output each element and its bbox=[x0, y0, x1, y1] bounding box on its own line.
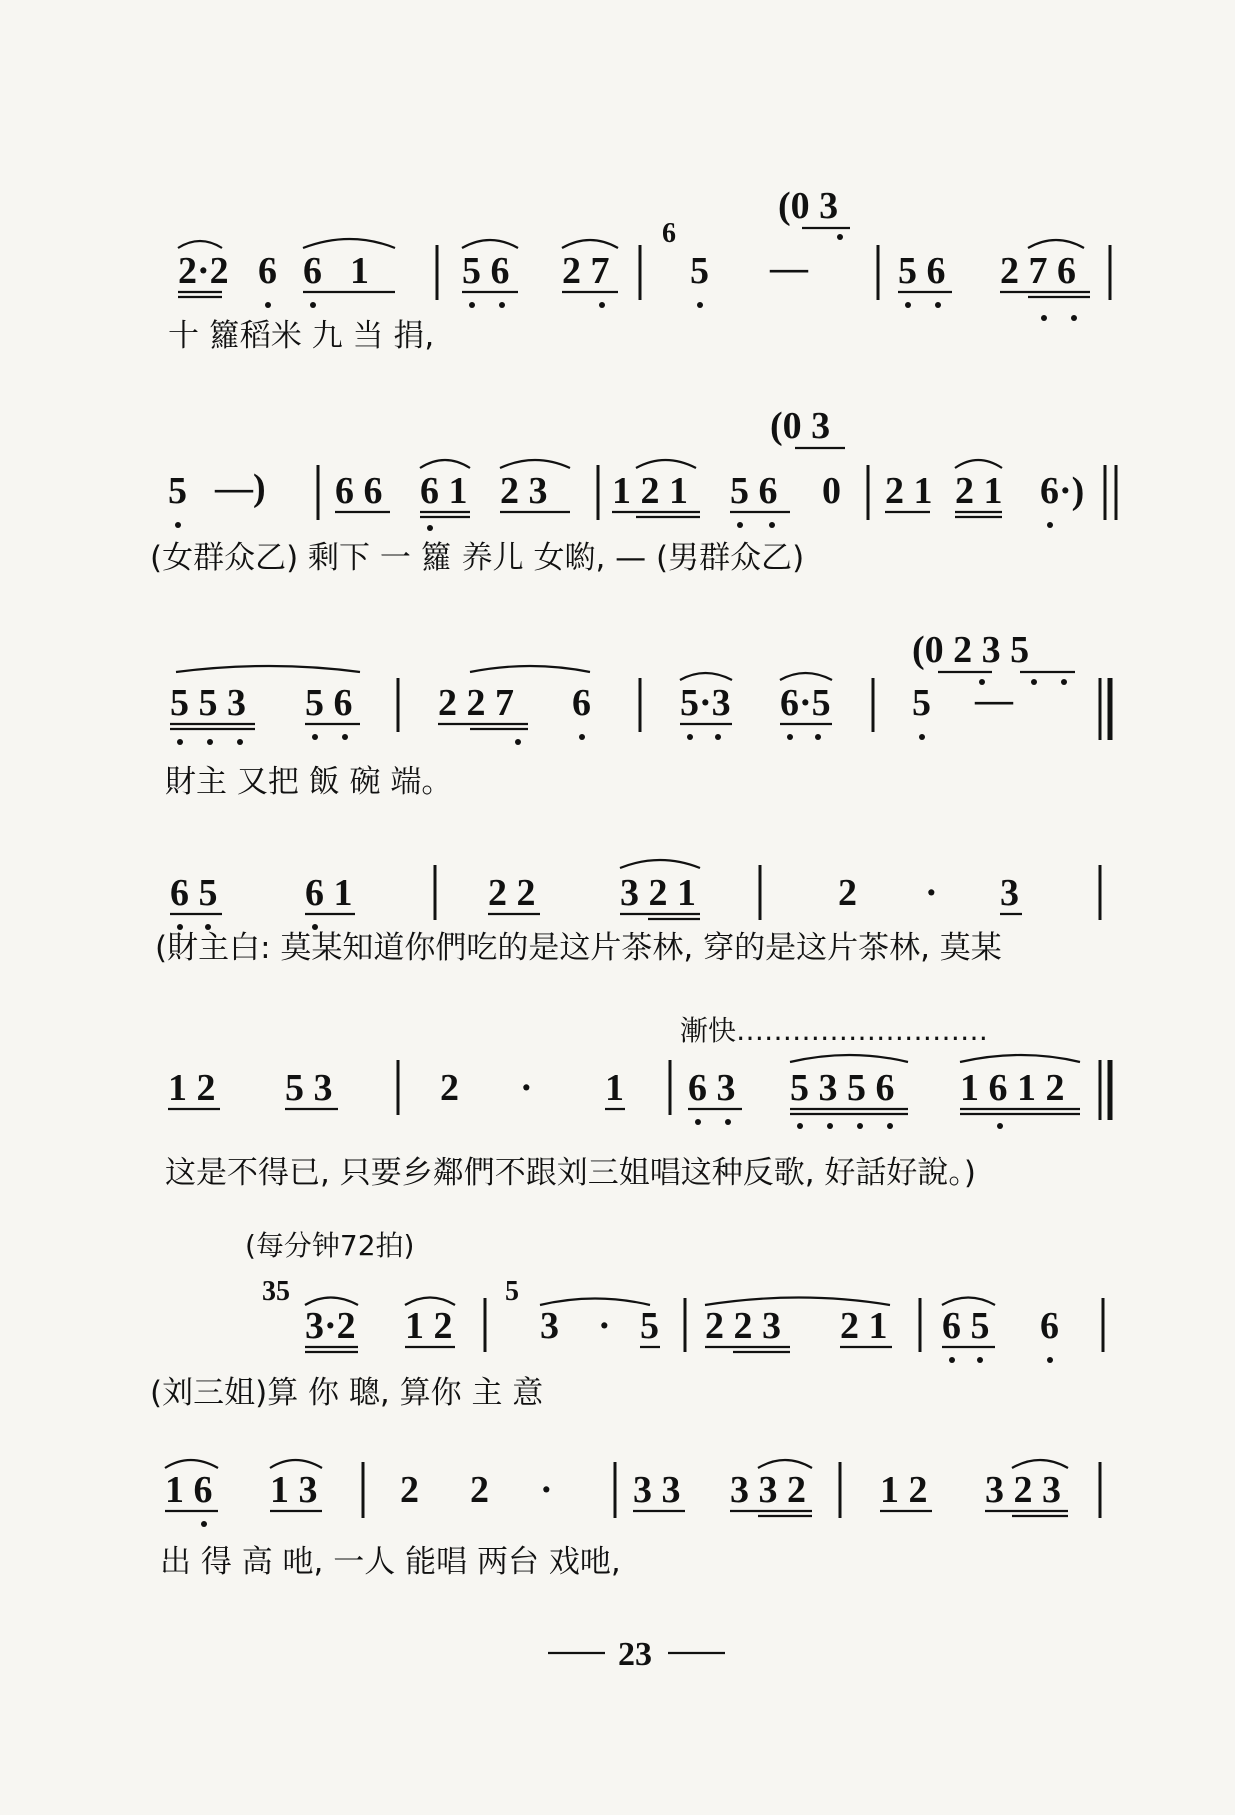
note-group: 6 6 bbox=[335, 470, 383, 512]
slur bbox=[178, 241, 222, 248]
octave-dot bbox=[797, 1123, 803, 1129]
lyric-line: 这是不得已, 只要乡鄰們不跟刘三姐唱这种反歌, 好話好說。) bbox=[165, 1155, 977, 1191]
slur bbox=[955, 460, 1002, 468]
note: 2 bbox=[838, 872, 857, 914]
octave-dot bbox=[697, 302, 703, 308]
system-3 bbox=[165, 629, 1110, 800]
note-group: 2 2 bbox=[488, 872, 536, 914]
note-group: 1 2 bbox=[168, 1067, 216, 1109]
slur bbox=[462, 240, 518, 248]
octave-dot bbox=[919, 734, 925, 740]
octave-dot bbox=[905, 302, 911, 308]
note-group: 2 1 bbox=[885, 470, 933, 512]
note: 5 bbox=[690, 250, 709, 292]
lyric-line: 十 籮稻米 九 当 捐, bbox=[168, 318, 435, 354]
slur bbox=[305, 1298, 358, 1306]
octave-dot bbox=[1047, 522, 1053, 528]
octave-dot bbox=[935, 302, 941, 308]
slur bbox=[780, 673, 832, 680]
dot: · bbox=[520, 1067, 533, 1109]
note-group: 2·2 bbox=[178, 250, 229, 292]
tie bbox=[470, 666, 590, 672]
octave-dot bbox=[237, 739, 243, 745]
note-group: 3 3 2 bbox=[730, 1469, 806, 1511]
dot: · bbox=[540, 1469, 553, 1511]
note-group: 3 3 bbox=[633, 1469, 681, 1511]
note-group: 2 1 bbox=[840, 1305, 888, 1347]
note: 5 bbox=[640, 1305, 659, 1347]
rest: 0 bbox=[822, 470, 841, 512]
octave-dot bbox=[499, 302, 505, 308]
octave-dot bbox=[599, 302, 605, 308]
octave-dot bbox=[427, 525, 433, 531]
note-group: 6 1 bbox=[305, 872, 353, 914]
note-group: 5 3 5 6 bbox=[790, 1067, 895, 1109]
tie bbox=[176, 666, 360, 672]
slur bbox=[680, 673, 732, 680]
note-group: 1 2 1 bbox=[612, 470, 688, 512]
intro-notes: (0 2 3 5 bbox=[912, 629, 1030, 671]
octave-dot bbox=[1031, 679, 1037, 685]
tie bbox=[705, 1298, 890, 1306]
system-1 bbox=[168, 185, 1110, 354]
octave-dot bbox=[977, 1357, 983, 1363]
octave-dot bbox=[949, 1357, 955, 1363]
slur bbox=[303, 239, 395, 248]
octave-dot bbox=[310, 302, 316, 308]
lyric-line: (女群众乙) 剩下 一 籮 养儿 女喲, — (男群众乙) bbox=[150, 540, 805, 576]
slur bbox=[620, 860, 700, 868]
octave-dot bbox=[1041, 315, 1047, 321]
system-6 bbox=[150, 1229, 1103, 1411]
slur bbox=[1012, 1460, 1068, 1468]
slur bbox=[636, 460, 696, 468]
slur bbox=[500, 460, 570, 468]
octave-dot bbox=[342, 734, 348, 740]
note-group: 5 6 bbox=[305, 682, 353, 724]
octave-dot bbox=[312, 734, 318, 740]
grace-note: 5 bbox=[505, 1276, 519, 1307]
note-group: 6 3 bbox=[688, 1067, 736, 1109]
note-group: 1 3 bbox=[270, 1469, 318, 1511]
dash: — bbox=[770, 247, 808, 289]
system-5 bbox=[165, 1014, 1110, 1191]
note-group: 1 2 bbox=[405, 1305, 453, 1347]
octave-dot bbox=[177, 739, 183, 745]
dot: · bbox=[925, 872, 938, 914]
slur bbox=[790, 1055, 908, 1062]
note-group: 3 2 3 bbox=[985, 1469, 1061, 1511]
note-group: 5 6 bbox=[730, 470, 778, 512]
note-group: 2 3 bbox=[500, 470, 548, 512]
note: 6 bbox=[1040, 1305, 1059, 1347]
note-group: 5 6 bbox=[898, 250, 946, 292]
note: 2 bbox=[470, 1469, 489, 1511]
system-7 bbox=[160, 1460, 1100, 1580]
grace-note: 35 bbox=[262, 1276, 290, 1307]
note-group: 2 7 6 bbox=[1000, 250, 1076, 292]
note-group: 2 2 7 bbox=[438, 682, 514, 724]
octave-dot bbox=[815, 734, 821, 740]
note-group: 1 2 bbox=[880, 1469, 928, 1511]
slur bbox=[942, 1298, 995, 1306]
lyric-line: (刘三姐)算 你 聰, 算你 主 意 bbox=[150, 1375, 544, 1411]
note-group: 2 2 3 bbox=[705, 1305, 781, 1347]
tempo-marking: (每分钟72拍) bbox=[245, 1229, 415, 1262]
lyric-line: 出 得 高 吔, 一人 能唱 两台 戏吔, bbox=[160, 1544, 621, 1580]
note: 5 bbox=[168, 470, 187, 512]
octave-dot bbox=[265, 302, 271, 308]
note-group: 2 7 bbox=[562, 250, 610, 292]
intro-notes: (0 3 bbox=[778, 185, 839, 227]
system-2 bbox=[150, 405, 1116, 576]
grace-note: 6 bbox=[662, 218, 676, 249]
octave-dot bbox=[1071, 315, 1077, 321]
note: 3 bbox=[540, 1305, 559, 1347]
slur bbox=[1028, 240, 1084, 248]
octave-dot bbox=[695, 1119, 701, 1125]
note: 3 bbox=[1000, 872, 1019, 914]
slur bbox=[562, 240, 618, 248]
octave-dot bbox=[579, 734, 585, 740]
dash: — bbox=[975, 679, 1013, 721]
note: 2 bbox=[440, 1067, 459, 1109]
dash-close: —) bbox=[215, 467, 266, 509]
octave-dot bbox=[769, 522, 775, 528]
octave-dot bbox=[857, 1123, 863, 1129]
octave-dot bbox=[997, 1123, 1003, 1129]
octave-dot bbox=[207, 739, 213, 745]
tempo-change: 漸快……………………… bbox=[680, 1014, 989, 1047]
note-group: 1 6 bbox=[165, 1469, 213, 1511]
lyric-line: 財主 又把 飯 碗 端。 bbox=[165, 764, 453, 800]
note: 6 bbox=[258, 250, 277, 292]
note: 1 bbox=[350, 250, 369, 292]
note: 5 bbox=[912, 682, 931, 724]
octave-dot bbox=[1047, 1357, 1053, 1363]
octave-dot bbox=[827, 1123, 833, 1129]
note-group: 3 2 1 bbox=[620, 872, 696, 914]
slur bbox=[420, 460, 470, 468]
octave-dot bbox=[469, 302, 475, 308]
octave-dot bbox=[201, 1521, 207, 1527]
octave-dot bbox=[715, 734, 721, 740]
octave-dot bbox=[1061, 679, 1067, 685]
lyric-line: (財主白: 莫某知道你們吃的是这片茶林, 穿的是这片茶林, 莫某 bbox=[155, 930, 1002, 966]
note-group: 5 5 3 bbox=[170, 682, 246, 724]
note: 2 bbox=[400, 1469, 419, 1511]
octave-dot bbox=[175, 522, 181, 528]
note-group: 6 1 bbox=[420, 470, 468, 512]
note-group: 6·5 bbox=[780, 682, 831, 724]
note-group: 6 5 bbox=[942, 1305, 990, 1347]
note-group: 5 6 bbox=[462, 250, 510, 292]
page-number-text: 23 bbox=[618, 1636, 652, 1673]
octave-dot bbox=[725, 1119, 731, 1125]
dot: · bbox=[598, 1305, 611, 1347]
note-group: 5·3 bbox=[680, 682, 731, 724]
octave-dot bbox=[787, 734, 793, 740]
slur bbox=[758, 1460, 812, 1468]
intro-notes: (0 3 bbox=[770, 405, 831, 447]
note-group: 6 5 bbox=[170, 872, 218, 914]
octave-dot bbox=[837, 234, 843, 240]
slur bbox=[405, 1298, 455, 1306]
note-group: 5 3 bbox=[285, 1067, 333, 1109]
note: 6·) bbox=[1040, 470, 1085, 512]
octave-dot bbox=[737, 522, 743, 528]
note: 1 bbox=[605, 1067, 624, 1109]
slur bbox=[960, 1055, 1080, 1062]
note-group: 2 1 bbox=[955, 470, 1003, 512]
octave-dot bbox=[515, 739, 521, 745]
slur bbox=[270, 1460, 322, 1468]
system-4 bbox=[155, 860, 1100, 966]
octave-dot bbox=[887, 1123, 893, 1129]
note: 6 bbox=[303, 250, 322, 292]
page-number bbox=[548, 1636, 725, 1673]
slur bbox=[165, 1460, 218, 1468]
note-group: 1 6 1 2 bbox=[960, 1067, 1065, 1109]
note: 6 bbox=[572, 682, 591, 724]
note-group: 3·2 bbox=[305, 1305, 356, 1347]
octave-dot bbox=[687, 734, 693, 740]
